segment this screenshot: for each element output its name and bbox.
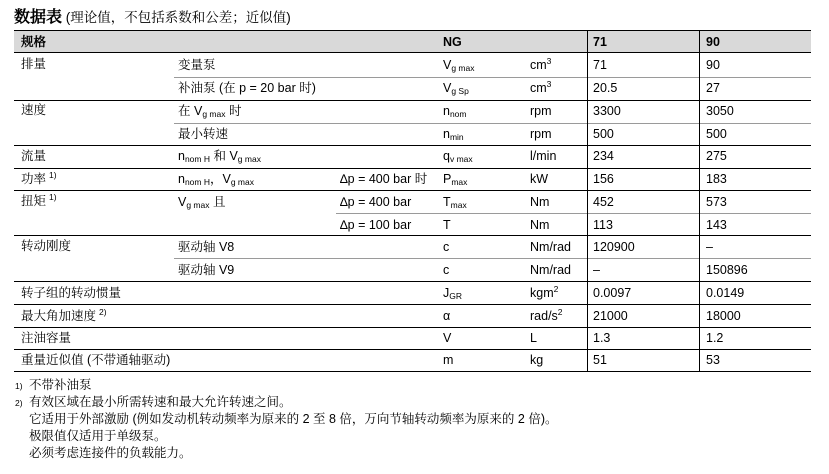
stiffness-v9-value-90: 150896 [706,263,748,277]
stiffness-v8-symbol: c [443,240,450,254]
displacement-symbol: $V_{g max}$ [443,58,475,73]
stiffness-shaft-v8: 驱动轴 V8 [178,240,235,254]
flow-condition: $n_{nom H}$ 和 $V_{g max}$ [178,149,261,164]
torque-value-90: 143 [706,218,727,232]
flow-value-90: 275 [706,149,727,163]
boost-symbol: $V_{g Sp}$ [443,81,469,96]
stiffness-v9-symbol: c [443,263,450,277]
rule [14,281,811,282]
acceleration-value-71: 21000 [593,309,628,323]
speed-nominal-unit: rpm [530,104,552,118]
row-label-weight: 重量近似值 (不带通轴驱动) [21,353,171,367]
weight-value-90: 53 [706,353,720,367]
flow-value-71: 234 [593,149,614,163]
rule [14,235,811,236]
boost-unit: $cm^3$ [530,79,552,95]
torque-max-value-90: 573 [706,195,727,209]
footnote-1-marker: 1) [15,381,23,391]
inertia-value-90: 0.0149 [706,286,745,300]
power-value-90: 183 [706,172,727,186]
datasheet-title [14,4,291,27]
header-spec: 规格 [21,35,47,49]
rule [174,123,811,124]
displacement-variable-pump: 变量泵 [178,58,216,72]
torque-max-symbol: $T_{max}$ [443,195,467,210]
rule [14,327,811,328]
header-size-90: 90 [706,35,720,49]
rule [14,371,811,372]
column-rule [699,30,700,372]
rule [14,168,811,169]
displacement-unit: $cm^3$ [530,56,552,72]
speed-minimum: 最小转速 [178,127,229,141]
row-label-torque: 扭矩 $^{1)}$ [21,192,57,208]
row-label-flow: 流量 [21,149,47,163]
rule [14,349,811,350]
rule [14,304,811,305]
acceleration-value-90: 18000 [706,309,741,323]
fill-value-71: 1.3 [593,331,611,345]
rule [14,145,811,146]
stiffness-shaft-v9: 驱动轴 V9 [178,263,235,277]
speed-nominal-symbol: $n_{nom}$ [443,104,467,119]
inertia-value-71: 0.0097 [593,286,632,300]
header-ng: NG [443,35,462,49]
footnote-2-marker: 2) [15,398,23,408]
power-condition: $n_{nom H}$，$V_{g max}$ [178,172,254,187]
footnote-1: 1) 不带补油泵 [15,378,92,392]
title-subtitle: (理论值，不包括系数和公差；近似值) [65,10,291,25]
rule [14,190,811,191]
speed-nominal-value-71: 3300 [593,104,621,118]
inertia-unit: kgm$^2$ [530,284,559,300]
speed-min-unit: rpm [530,127,552,141]
speed-nominal-value-90: 3050 [706,104,734,118]
row-label-stiffness: 转动刚度 [21,239,72,253]
header-size-71: 71 [593,35,607,49]
weight-unit: kg [530,353,544,367]
rule [14,100,811,101]
weight-symbol: m [443,353,454,367]
footnote-2-line-2: 它适用于外部激励 (例如发动机转动频率为原来的 2 至 8 倍，万向节轴转动频率为原来的 2 倍)。 [29,412,558,426]
inertia-symbol: $J_{GR}$ [443,286,462,301]
stiffness-v9-unit: Nm/rad [530,263,571,277]
torque-value-71: 113 [593,218,613,232]
displacement-value-90: 90 [706,58,720,72]
speed-min-value-71: 500 [593,127,614,141]
power-symbol: $P_{max}$ [443,172,468,187]
boost-value-71: 20.5 [593,81,618,95]
row-label-displacement: 排量 [21,57,47,71]
stiffness-v8-unit: Nm/rad [530,240,571,254]
stiffness-v8-value-71: 120900 [593,240,635,254]
weight-value-71: 51 [593,353,607,367]
row-label-power: 功率 $^{1)}$ [21,170,57,186]
row-label-inertia: 转子组的转动惯量 [21,286,122,300]
torque-pressure-100: ∆p = 100 bar [340,218,412,232]
speed-min-value-90: 500 [706,127,727,141]
power-value-71: 156 [593,172,614,186]
column-rule [587,30,588,372]
power-unit: kW [530,172,549,186]
rule [174,258,811,259]
rule [174,77,811,78]
torque-condition: $V_{g max}$ 且 [178,195,226,210]
footnote-ref: 1) [49,192,57,202]
fill-value-90: 1.2 [706,331,724,345]
fill-unit: L [530,331,537,345]
acceleration-unit: rad/$s^2$ [530,307,563,323]
displacement-value-71: 71 [593,58,607,72]
stiffness-v8-value-90: – [706,240,713,254]
speed-nominal-condition: 在 $V_{g max}$ 时 [178,104,242,119]
flow-unit: l/min [530,149,557,163]
torque-unit: Nm [530,218,550,232]
stiffness-v9-value-71: – [593,263,600,277]
footnote-2-line-4: 必须考虑连接件的负载能力。 [29,446,192,460]
acceleration-symbol: α [443,309,451,323]
table-header-band [14,30,811,52]
footnote-ref: 1) [49,170,57,180]
boost-value-90: 27 [706,81,720,95]
rule [14,30,811,31]
torque-pressure-400: ∆p = 400 bar [340,195,412,209]
torque-symbol: T [443,218,451,232]
row-label-fill-volume: 注油容量 [21,331,72,345]
speed-min-symbol: $n_{min}$ [443,127,464,142]
footnote-2-line-3: 极限值仅适用于单级泵。 [29,429,167,443]
row-label-angular-acceleration: 最大角加速度 $^{2)}$ [21,307,107,323]
row-label-speed: 速度 [21,103,47,117]
rule [336,213,811,214]
title-main: 数据表 [14,9,63,26]
displacement-boost-pump: 补油泵 (在 p = 20 bar 时) [178,81,316,95]
footnote-ref: 2) [99,307,107,317]
torque-max-unit: Nm [530,195,550,209]
torque-max-value-71: 452 [593,195,614,209]
footnote-2: 2) 有效区域在最小所需转速和最大允许转速之间。 [15,395,292,409]
fill-symbol: V [443,331,452,345]
rule [14,52,811,53]
flow-symbol: $q_{v max}$ [443,149,473,164]
power-pressure-condition: ∆p = 400 bar 时 [340,172,428,186]
